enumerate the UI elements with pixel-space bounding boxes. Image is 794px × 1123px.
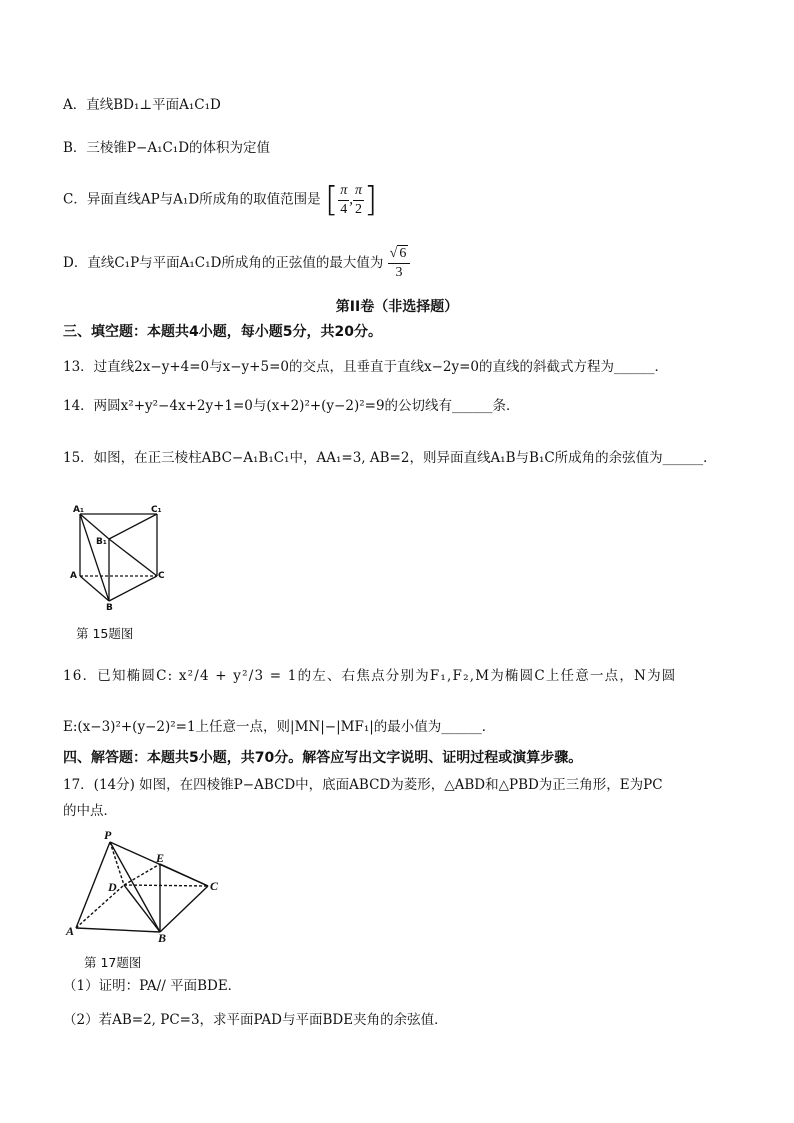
option-d-text: D．直线C₁P与平面A₁C₁D所成角的正弦值的最大值为 [63, 255, 384, 271]
part-title: 第II卷（非选择题） [335, 299, 459, 315]
figure-15-prism [62, 498, 174, 618]
fig15-label-a1: A₁ [73, 505, 84, 515]
option-a [63, 97, 221, 113]
option-a-text: A．直线BD₁⊥平面A₁C₁D [63, 97, 221, 113]
fig17-caption: 第 17题图 [84, 955, 142, 970]
question-17-line1: 17．(14分) 如图，在四棱锥P−ABCD中，底面ABCD为菱形，△ABD和△PBD为正三角形，E为PC [63, 777, 663, 793]
question-14: 14．两圆x²+y²−4x+2y+1=0与(x+2)²+(y−2)²=9的公切线有______条． [63, 398, 520, 414]
fig17-label-a: A [66, 924, 75, 938]
question-17-line2: 的中点． [63, 803, 117, 819]
section3-title: 三、填空题：本题共4小题，每小题5分，共20分。 [63, 324, 382, 340]
question-13: 13．过直线2x−y+4=0与x−y+5=0的交点，且垂直于直线x−2y=0的直线的斜截式方程为______． [63, 359, 669, 375]
option-b [63, 140, 270, 156]
question-16-line1: 16．已知椭圆C: x²/4 + y²/3 = 1的左、右焦点分别为F₁,F₂,M为椭圆C上任意一点，N为圆 [63, 668, 677, 684]
question-15: 15．如图，在正三棱柱ABC−A₁B₁C₁中，AA₁=3, AB=2，则异面直线A₁B与B₁C所成角的余弦值为______． [63, 450, 717, 466]
option-c-text: C．异面直线AP与A₁D所成角的取值范围是 [63, 191, 321, 208]
section4-title: 四、解答题：本题共5小题，共70分。解答应写出文字说明、证明过程或演算步骤。 [63, 750, 583, 766]
question-17-part1: （1）证明：PA// 平面BDE． [63, 978, 242, 994]
option-d: D．直线C₁P与平面A₁C₁D所成角的正弦值的最大值为 $\frac{√ 6}{3}$ [63, 247, 410, 280]
fig15-label-c: C [158, 571, 165, 581]
question-16-line2: E:(x−3)²+(y−2)²=1上任意一点，则|MN|−|MF₁|的最小值为______． [63, 719, 496, 735]
fig17-label-p: P [104, 828, 112, 842]
figure-17-pyramid [66, 828, 226, 948]
fig15-caption: 第 15题图 [76, 626, 134, 641]
fig17-label-b: B [158, 931, 167, 945]
option-b-text: B．三棱锥P−A₁C₁D的体积为定值 [63, 140, 271, 156]
option-c: C．异面直线AP与A₁D所成角的取值范围是 [ $\frac{\pi}{4}$ , $\frac{\pi}{2}$ ] [63, 180, 378, 220]
question-17-part2: （2）若AB=2, PC=3，求平面PAD与平面BDE夹角的余弦值． [63, 1012, 448, 1028]
fig15-label-c1: C₁ [151, 505, 162, 515]
fig17-label-c: C [210, 879, 219, 893]
fig17-label-e: E [156, 851, 165, 865]
fig17-label-d: D [108, 880, 117, 894]
fig15-label-a: A [70, 571, 77, 581]
fig15-label-b1: B₁ [96, 537, 107, 547]
fig15-label-b: B [106, 603, 113, 613]
